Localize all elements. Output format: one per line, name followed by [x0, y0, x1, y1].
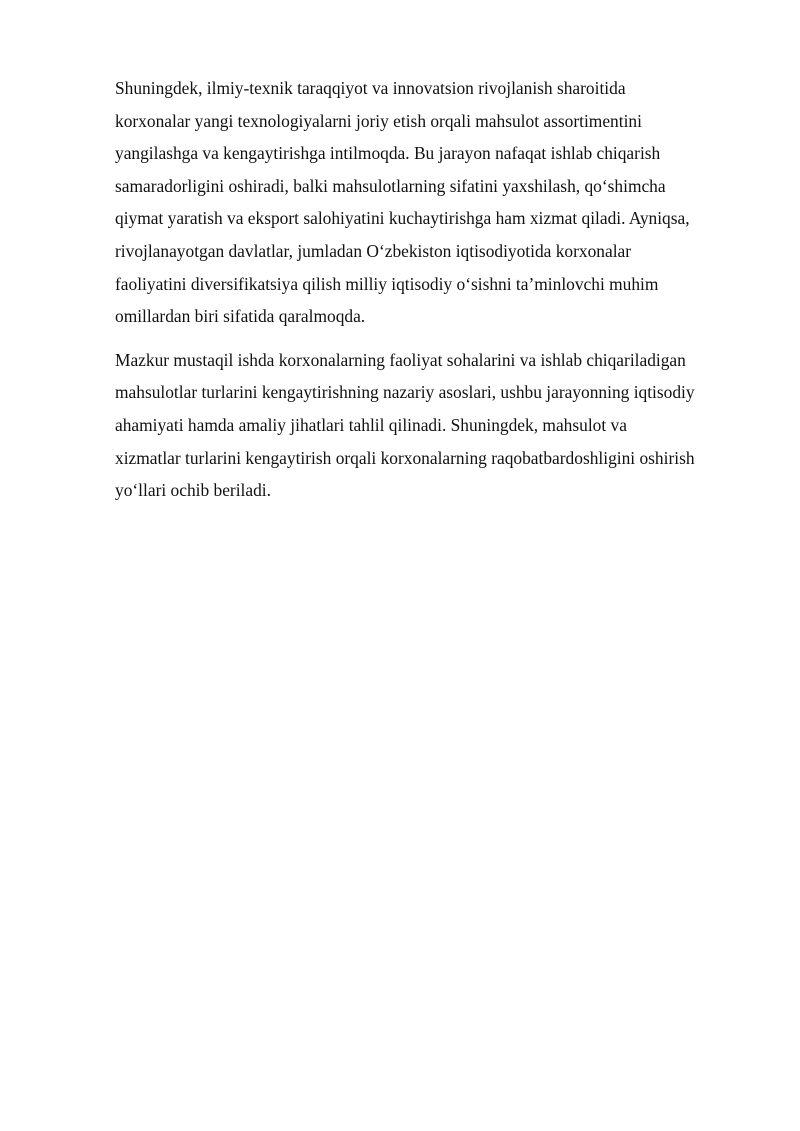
- paragraph-line: mahsulotlar turlarini kengaytirishning nazariy asoslari, ushbu jarayonning iqtisodiy: [115, 382, 695, 403]
- paragraph-line: yo‘llari ochib beriladi.: [115, 480, 271, 501]
- paragraph-line: ahamiyati hamda amaliy jihatlari tahlil qilinadi. Shuningdek, mahsulot va: [115, 414, 627, 435]
- paragraph-line: Mazkur mustaqil ishda korxonalarning faoliyat sohalarini va ishlab chiqariladigan: [115, 349, 686, 370]
- paragraph-line: omillardan biri sifatida qaralmoqda.: [115, 306, 366, 327]
- paragraph-line: faoliyatini diversifikatsiya qilish milliy iqtisodiy o‘sishni ta’minlovchi muhim: [115, 273, 659, 294]
- paragraph-2: [115, 344, 735, 507]
- paragraph-line: korxonalar yangi texnologiyalarni joriy etish orqali mahsulot assortimentini: [115, 110, 642, 131]
- document-body: [115, 72, 735, 507]
- paragraph-line: yangilashga va kengaytirishga intilmoqda. Bu jarayon nafaqat ishlab chiqarish: [115, 143, 661, 164]
- paragraph-line: rivojlanayotgan davlatlar, jumladan O‘zbekiston iqtisodiyotida korxonalar: [115, 240, 632, 261]
- paragraph-line: xizmatlar turlarini kengaytirish orqali korxonalarning raqobatbardoshligini oshirish: [115, 447, 695, 468]
- paragraph-line: Shuningdek, ilmiy-texnik taraqqiyot va innovatsion rivojlanish sharoitida: [115, 78, 626, 98]
- paragraph-line: samaradorligini oshiradi, balki mahsulotlarning sifatini yaxshilash, qo‘shimcha: [115, 175, 666, 196]
- paragraph-line: qiymat yaratish va eksport salohiyatini kuchaytirishga ham xizmat qiladi. Ayniqsa,: [115, 208, 690, 229]
- paragraph-1: [115, 72, 735, 333]
